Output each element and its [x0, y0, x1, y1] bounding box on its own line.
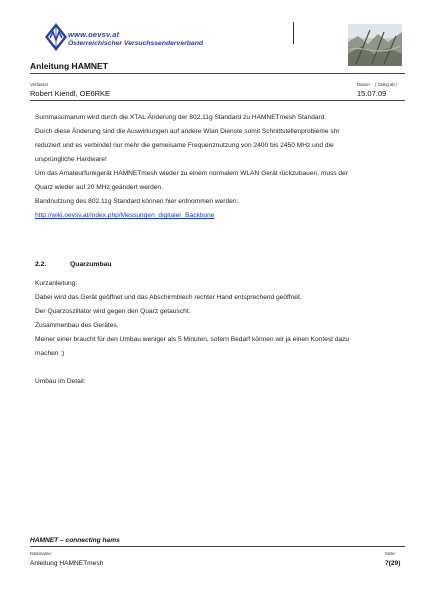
paragraph-line: ursprüngliche Hardware!	[35, 156, 107, 163]
author-name: Robert Kiendl, OE6RKE	[30, 89, 111, 98]
section-number: 2.2.	[35, 261, 47, 268]
header-rule	[30, 73, 405, 74]
footer-document-name: Anleitung HAMNETmesh	[30, 560, 104, 567]
footer-page-label: Seite:	[385, 551, 396, 556]
section-line: Der Quarzoszillator wird gegen den Quarz getauscht.	[35, 308, 191, 315]
document-date: 15.07.09	[357, 89, 387, 98]
header-divider	[293, 22, 294, 44]
paragraph-line: Summasumarum wird durch die XTAL Änderung der 802.11g Standard zu HAMNETmesh Standard.	[35, 114, 327, 121]
footer-rule	[30, 546, 405, 547]
paragraph-line: Durch diese Änderung sind die Auswirkungen auf andere Wlan Dienste somit Schnittstellenprobleme shr	[35, 128, 340, 135]
paragraph-line: Um das Amateurfunkgerät HAMNETmesh wieder zu einem normalem WLAN Gerät rückzubauen, muss der	[35, 170, 348, 177]
page-number: 7(29)	[385, 560, 401, 567]
section-line: Dabei wird das Gerät geöffnet und das Abschirmblech rechter Hand entsprechend geöffnet.	[35, 294, 302, 301]
section-title: Quarzumbau	[70, 261, 112, 268]
meta-rule	[30, 100, 405, 101]
section-line: Zusammenbau des Gerätes.	[35, 322, 119, 329]
org-url: www.oevsv.at	[68, 30, 120, 39]
oevsv-diamond-logo-icon	[44, 22, 68, 52]
paragraph-line: reduziert und es verbindet nur mehr die gemeisame Frequenznutzung von 2400 bis 2450 MHz und die	[35, 142, 334, 149]
author-label: Verfasser	[30, 82, 49, 87]
paragraph-line: Bandnutzung des 802.11g Standard können hier entnommen werden:	[35, 198, 239, 205]
section-line: Meiner einer braucht für den Umbau weniger als 5 Minuten, sofern Bedarf können wir ja einen Kontest dazu	[35, 336, 350, 343]
org-name: Österreichischer Versuchssenderverband	[68, 40, 203, 47]
detail-heading: Umbau im Detail:	[35, 378, 86, 385]
wiki-link[interactable]: http://wiki.oevsv.at/index.php/Messungen_digitaler_Backbone	[35, 212, 215, 219]
section-line: machen ;)	[35, 350, 65, 357]
header-photo	[348, 24, 402, 66]
paragraph-line: Quarz wieder auf 20 MHz geändert werden.	[35, 184, 163, 191]
date-note: ( Gültig ab )	[375, 82, 398, 87]
footer-doc-label: Dateiname:	[30, 551, 52, 556]
footer-brand: HAMNET – connecting hams	[30, 537, 120, 544]
date-label: Datum	[357, 82, 370, 87]
section-line: Kurzanleitung:	[35, 280, 78, 287]
document-title: Anleitung HAMNET	[30, 61, 108, 71]
